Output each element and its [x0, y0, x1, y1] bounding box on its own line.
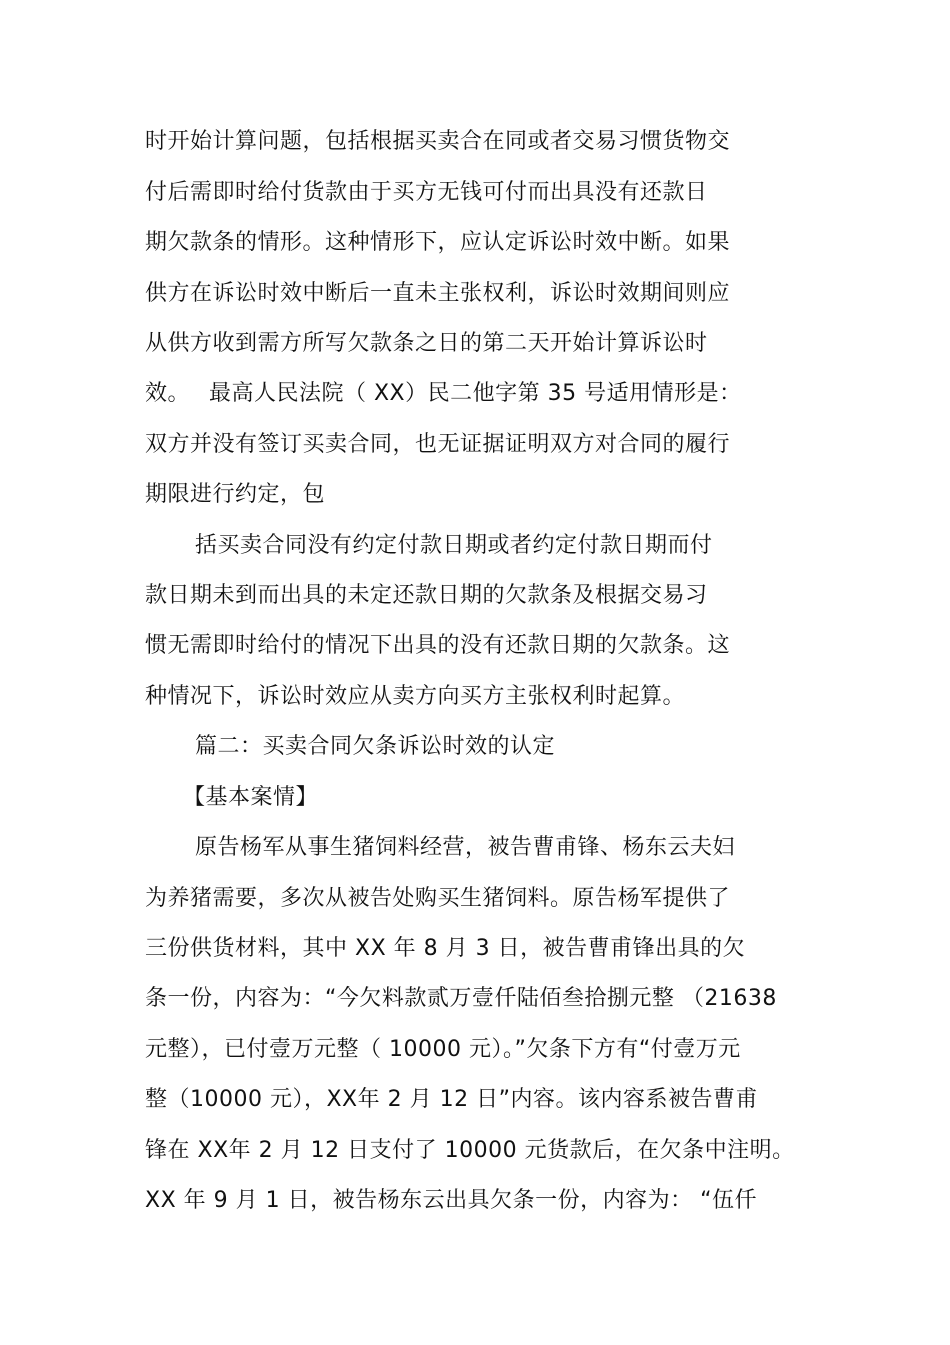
- text-line: 效。 最高人民法院（ XX）民二他字第 35 号适用情形是：: [145, 381, 742, 406]
- text-line: 为养猪需要，多次从被告处购买生猪饲料。原告杨军提供了: [145, 886, 731, 911]
- text-line: 括买卖合同没有约定付款日期或者约定付款日期而付: [195, 533, 713, 558]
- text-line: 种情况下，诉讼时效应从卖方向买方主张权利时起算。: [145, 684, 686, 709]
- text-line: 元整），已付壹万元整（ 10000 元）。”欠条下方有“付壹万元: [145, 1037, 741, 1062]
- text-line: 期欠款条的情形。这种情形下，应认定诉讼时效中断。如果: [145, 230, 731, 255]
- subsection-heading: 【基本案情】: [183, 785, 319, 810]
- text-line: 整（10000 元），XX年 2 月 12 日”内容。该内容系被告曹甫: [145, 1087, 758, 1112]
- text-line: 三份供货材料，其中 XX 年 8 月 3 日，被告曹甫锋出具的欠: [145, 936, 746, 961]
- text-line: 期限进行约定，包: [145, 482, 326, 507]
- text-line: XX 年 9 月 1 日，被告杨东云出具欠条一份，内容为： “伍仟: [145, 1188, 757, 1213]
- text-line: 供方在诉讼时效中断后一直未主张权利，诉讼时效期间则应: [145, 281, 731, 306]
- text-line: 从供方收到需方所写欠款条之日的第二天开始计算诉讼时: [145, 331, 708, 356]
- text-line: 时开始计算问题，包括根据买卖合在同或者交易习惯货物交: [145, 129, 731, 154]
- section-heading: 篇二：买卖合同欠条诉讼时效的认定: [195, 734, 556, 759]
- text-line: 惯无需即时给付的情况下出具的没有还款日期的欠款条。这: [145, 633, 731, 658]
- text-line: 款日期未到而出具的未定还款日期的欠款条及根据交易习: [145, 583, 708, 608]
- text-line: 双方并没有签订买卖合同，也无证据证明双方对合同的履行: [145, 432, 731, 457]
- text-line: 锋在 XX年 2 月 12 日支付了 10000 元货款后，在欠条中注明。: [145, 1138, 795, 1163]
- text-line: 条一份，内容为：“今欠料款贰万壹仟陆佰叁拾捌元整 （21638: [145, 986, 777, 1011]
- text-line: 付后需即时给付货款由于买方无钱可付而出具没有还款日: [145, 180, 708, 205]
- text-line: 原告杨军从事生猪饲料经营，被告曹甫锋、杨东云夫妇: [195, 835, 736, 860]
